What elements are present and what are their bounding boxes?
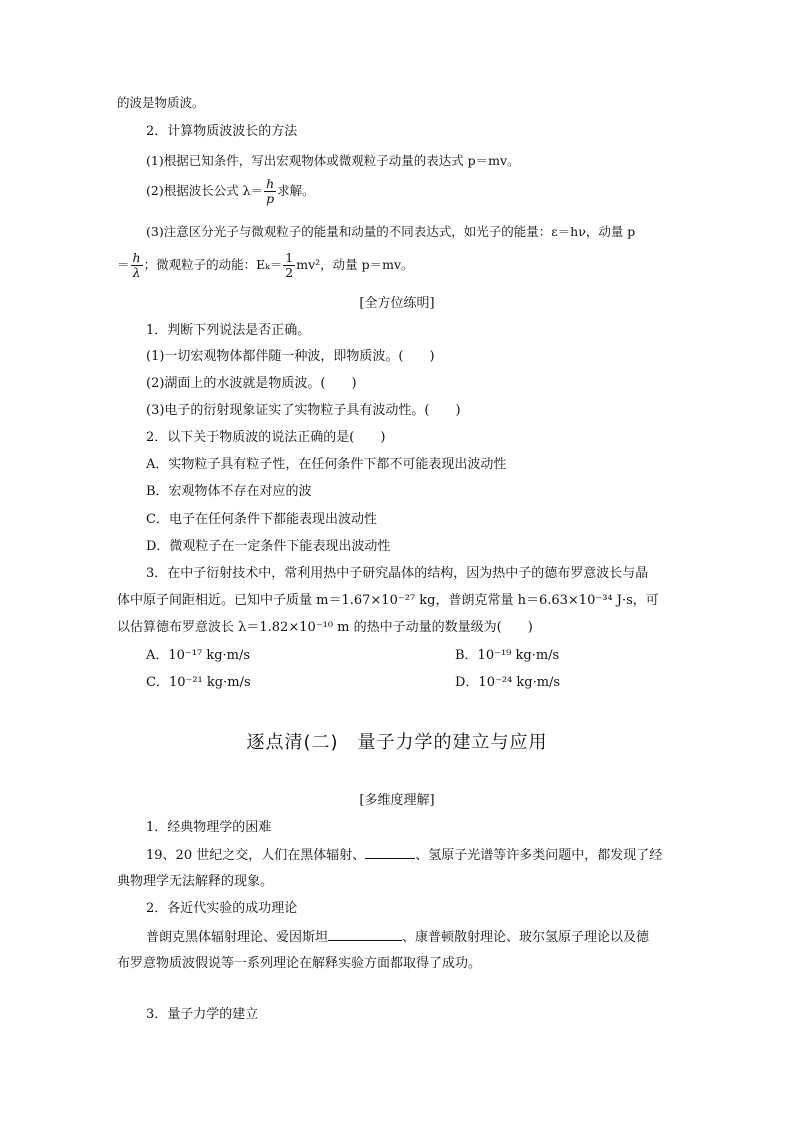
fraction-numerator: 1 [285,250,294,265]
p2-line-2: 布罗意物质波假说等一系列理论在解释实验方面都取得了成功。 [117,956,482,971]
fraction-numerator: h [132,250,141,265]
q2-stem: 2．以下关于物质波的说法正确的是( ) [146,430,386,445]
photon-momentum-fraction [131,251,143,280]
method-step-1: (1)根据已知条件，写出宏观物体或微观粒子动量的表达式 p＝mv。 [146,153,520,168]
method-step-2 [146,176,315,206]
p1-line-2: 典物理学无法解释的现象。 [117,874,274,889]
step3-eq: ＝ [117,257,130,272]
practice-label: [全方位练明] [359,296,435,311]
method-step-3-line-1: (3)注意区分光子与微观粒子的能量和动量的不同表达式，如光子的能量：ε＝hν，动量 p [146,224,636,239]
q3-line-1: 3．在中子衍射技术中，常利用热中子研究晶体的结构，因为热中子的德布罗意波长与晶 [146,566,649,581]
wavelength-fraction [264,177,276,206]
step3-mid: ；微观粒子的动能：Eₖ＝ [143,257,283,272]
understanding-label: [多维度理解] [359,793,435,808]
q1-item: (3)电子的衍射现象证实了实物粒子具有波动性。( ) [146,403,461,418]
q2-option-a: A．实物粒子具有粒子性，在任何条件下都不可能表现出波动性 [146,457,507,472]
step3-suffix: mv²，动量 p＝mv。 [296,257,414,272]
q2-option-c: C．电子在任何条件下都能表现出波动性 [146,512,377,527]
kinetic-energy-fraction [283,251,295,280]
q3-option-b: B．10⁻¹⁹ kg·m/s [455,648,560,663]
q1-item: (2)湖面上的水波就是物质波。( ) [146,376,357,391]
method-step-3-line-2 [117,250,414,280]
fraction-denominator: λ [132,265,141,280]
fraction-denominator: p [266,191,275,206]
q3-option-a: A．10⁻¹⁷ kg·m/s [146,648,251,663]
p1-title: 1．经典物理学的困难 [146,820,272,835]
fraction-numerator: h [266,176,275,191]
p1-line-1-a: 19、20 世纪之交，人们在黑体辐射、 [146,848,366,863]
q2-option-b: B．宏观物体不存在对应的波 [146,484,312,499]
fill-in-blank[interactable] [365,846,415,859]
fill-in-blank[interactable] [328,928,402,941]
method-title: 2．计算物质波波长的方法 [146,124,298,139]
p3-title: 3．量子力学的建立 [146,1007,259,1022]
q3-line-2: 体中原子间距相近。已知中子质量 m＝1.67×10⁻²⁷ kg，普朗克常量 h＝6.63×10⁻³⁴ J·s，可 [117,593,659,608]
step2-suffix: 求解。 [277,183,315,198]
p1-line-1-b: 、氢原子光谱等许多类问题中，都发现了经 [415,848,663,863]
q3-option-d: D．10⁻²⁴ kg·m/s [455,675,561,690]
q3-option-c: C．10⁻²¹ kg·m/s [146,675,251,690]
p2-line-1-a: 普朗克黑体辐射理论、爱因斯坦 [146,930,329,945]
q1-stem: 1．判断下列说法是否正确。 [146,323,311,338]
p2-title: 2．各近代实验的成功理论 [146,901,298,916]
q1-item: (1)一切宏观物体都伴随一种波，即物质波。( ) [146,349,435,364]
p2-line-1-b: 、康普顿散射理论、玻尔氢原子理论以及德 [402,930,650,945]
intro-line: 的波是物质波。 [117,95,205,110]
q2-option-d: D．微观粒子在一定条件下能表现出波动性 [146,539,391,554]
step2-prefix: (2)根据波长公式 λ＝ [146,183,264,198]
p2-line-1 [146,928,649,947]
p1-line-1 [146,846,662,865]
q3-line-3: 以估算德布罗意波长 λ＝1.82×10⁻¹⁰ m 的热中子动量的数量级为( ) [117,620,533,635]
section-heading: 逐点清(二) 量子力学的建立与应用 [246,732,548,753]
fraction-denominator: 2 [285,265,294,280]
